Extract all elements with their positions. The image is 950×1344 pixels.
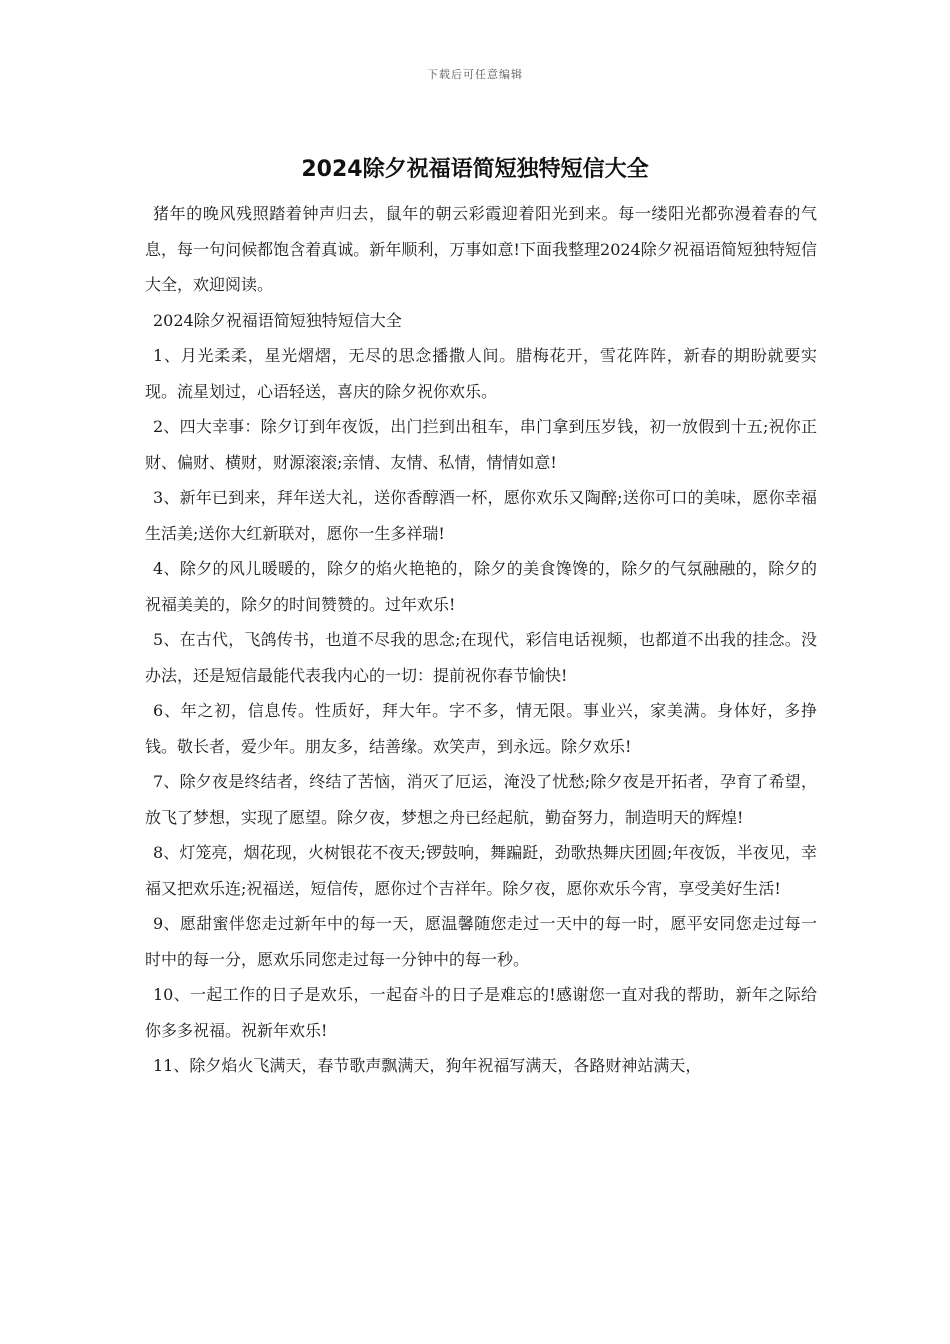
list-item: 5、在古代，飞鸽传书，也道不尽我的思念;在现代，彩信电话视频，也都道不出我的挂念。没办法，还是短信最能代表我内心的一切：提前祝你春节愉快! (145, 630, 817, 685)
list-item: 8、灯笼亮，烟花现，火树银花不夜天;锣鼓响，舞蹁跹，劲歌热舞庆团圆;年夜饭，半夜见，幸福又把欢乐连;祝福送，短信传，愿你过个吉祥年。除夕夜，愿你欢乐今宵，享受美好生活! (145, 843, 817, 898)
document-title: 2024除夕祝福语简短独特短信大全 (301, 157, 649, 182)
list-item: 11、除夕焰火飞满天，春节歌声飘满天，狗年祝福写满天，各路财神站满天， (153, 1056, 702, 1075)
intro-paragraph: 猪年的晚风残照踏着钟声归去，鼠年的朝云彩霞迎着阳光到来。每一缕阳光都弥漫着春的气息，每一句问候都饱含着真诚。新年顺利，万事如意!下面我整理2024除夕祝福语简短独特短信大全，欢迎阅读。 (145, 204, 817, 294)
list-item: 7、除夕夜是终结者，终结了苦恼，消灭了厄运，淹没了忧愁;除夕夜是开拓者，孕育了希望，放飞了梦想，实现了愿望。除夕夜，梦想之舟已经起航，勤奋努力，制造明天的辉煌! (145, 772, 817, 827)
list-item: 4、除夕的风儿暖暖的，除夕的焰火艳艳的，除夕的美食馋馋的，除夕的气氛融融的，除夕的祝福美美的，除夕的时间赞赞的。过年欢乐! (145, 559, 817, 614)
list-item: 1、月光柔柔，星光熠熠，无尽的思念播撒人间。腊梅花开，雪花阵阵，新春的期盼就要实现。流星划过，心语轻送，喜庆的除夕祝你欢乐。 (145, 346, 817, 401)
list-item: 3、新年已到来，拜年送大礼，送你香醇酒一杯，愿你欢乐又陶醉;送你可口的美味，愿你幸福生活美;送你大红新联对，愿你一生多祥瑞! (145, 488, 817, 543)
header-note: 下载后可任意编辑 (427, 68, 523, 81)
list-item: 10、一起工作的日子是欢乐，一起奋斗的日子是难忘的!感谢您一直对我的帮助，新年之际给你多多祝福。祝新年欢乐! (145, 985, 817, 1040)
list-item: 6、年之初，信息传。性质好，拜大年。字不多，情无限。事业兴，家美满。身体好，多挣钱。敬长者，爱少年。朋友多，结善缘。欢笑声，到永远。除夕欢乐! (145, 701, 817, 756)
list-item: 9、愿甜蜜伴您走过新年中的每一天，愿温馨随您走过一天中的每一时，愿平安同您走过每一时中的每一分，愿欢乐同您走过每一分钟中的每一秒。 (145, 914, 817, 969)
section-heading: 2024除夕祝福语简短独特短信大全 (153, 310, 402, 330)
list-item: 2、四大幸事：除夕订到年夜饭，出门拦到出租车，串门拿到压岁钱，初一放假到十五;祝你正财、偏财、横财，财源滚滚;亲情、友情、私情，情情如意! (145, 417, 817, 472)
document-body (145, 196, 817, 1084)
